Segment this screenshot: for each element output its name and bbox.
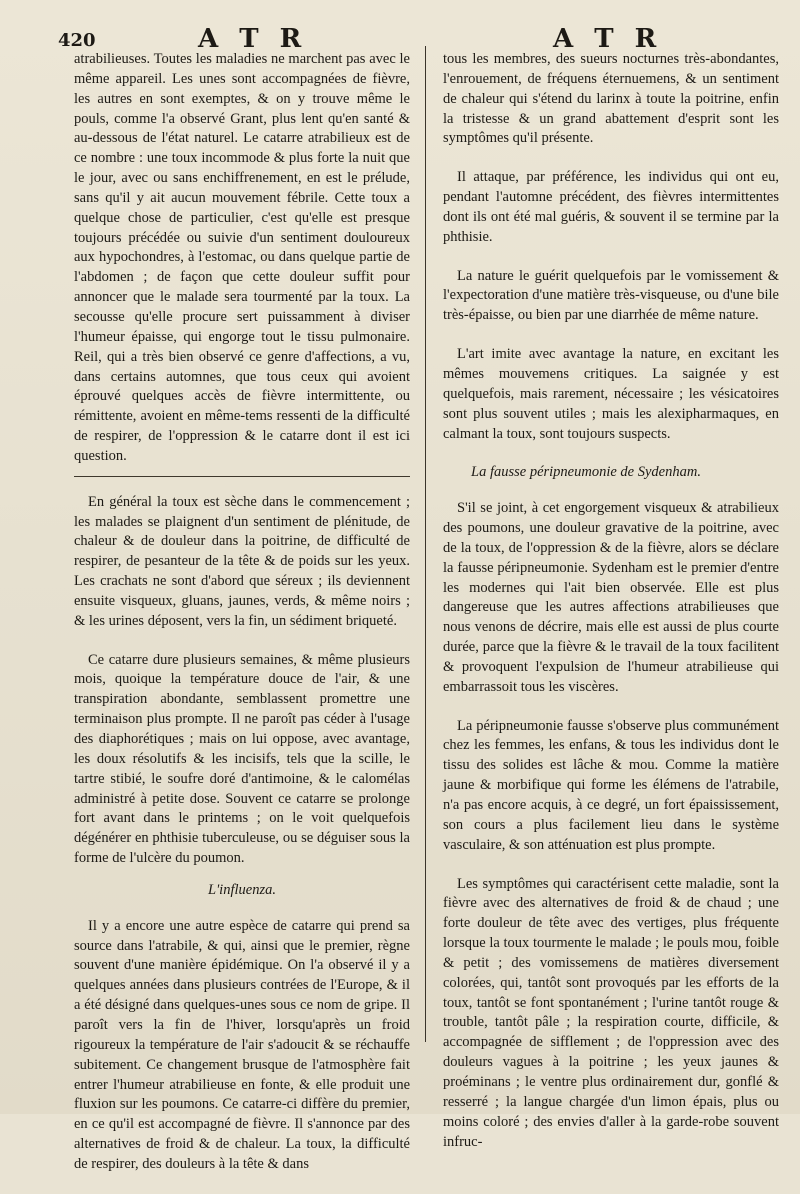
- paragraph: Il y a encore une autre espèce de catarre qui prend sa source dans l'atrabile, & qui, ainsi que le premier, règne souvent d'une manière épidémique. On l'a observé il y a quelques années dans plusieurs contrées de l'Europe, & il a été désigné dans quelques-unes sous ce nom de gripe. Il paroît vers la fin de l'hiver, lorsqu'après un froid rigoureux la température de l'air s'adoucit & se réchauffe subitement. Ce changement brusque de l'atmosphère fait entrer l'humeur atrabilieuse en fonte, & elle produit une fluxion sur les poumons. Ce catarre-ci diffère du premier, en ce qu'il est accompagné de fièvre. Il s'annonce par des alternatives de froid & de chaleur. La toux, la difficulté de respirer, des douleurs à la tête & dans: [74, 917, 410, 1172]
- paragraph-rule: [74, 476, 410, 477]
- paragraph: Ce catarre dure plusieurs semaines, & même plusieurs mois, quoique la température douce de l'air, & une transpiration abondante, semblassent promettre une terminaison plus prompte. Il ne paroît pas céder à l'usage des diaphorétiques ; mais on lui oppose, avec avantage, les doux résolutifs & les incisifs, tels que la scille, le tartre stibié, le soufre doré d'antimoine, & le calomélas administré à petite dose. Souvent ce catarre se prolonge fort avant dans le printems ; on le voit quelquefois dégénérer en phthisie tuberculeuse, ou se déguiser sous la forme de l'ulcère du poumon.: [74, 651, 410, 867]
- column-divider: [425, 46, 426, 1042]
- left-column: [74, 50, 410, 1194]
- section-heading: La fausse péripneumonie de Sydenham.: [471, 464, 701, 481]
- paragraph: S'il se joint, à cet engorgement visqueux & atrabilieux des poumons, une douleur gravative de la poitrine, avec de la toux, de l'oppression & de la fièvre, alors se déclare la fausse péripneumonie. Sydenham est le premier d'entre les modernes qui l'ait bien observée. Elle est plus dangereuse que les autres affections atrabilieuses que nous venons de décrire, mais elle est aussi de plus courte durée, parce que la fièvre & le travail de la toux facilitent & provoquent l'expulsion de l'humeur atrabilieuse qui embarrassoit tous les viscères.: [443, 500, 779, 695]
- paragraph: En général la toux est sèche dans le commencement ; les malades se plaignent d'un sentiment de plénitude, de chaleur & de douleur dans la poitrine, de difficulté de respirer, de pesanteur de la tête & de poids sur les yeux. Les crachats ne sont d'abord que séreux ; ils deviennent ensuite visqueux, gluans, jaunes, verds, & même noirs ; & les urines déposent, vers la fin, un sédiment briqueté.: [74, 493, 410, 629]
- page-number: 420: [58, 30, 96, 51]
- paragraph: tous les membres, des sueurs nocturnes très-abondantes, l'enrouement, de fréquens éternuemens, & un sentiment de chaleur qui s'étend du larinx à toute la poitrine, enfin la tristesse & un grand abattement d'esprit sont les symptômes qu'il présente.: [443, 51, 779, 147]
- running-title-left: A T R: [198, 24, 308, 54]
- running-title-right: A T R: [553, 24, 663, 54]
- running-header: [0, 14, 800, 54]
- right-column: [443, 50, 779, 1171]
- section-heading: L'influenza.: [208, 881, 276, 898]
- paragraph: L'art imite avec avantage la nature, en excitant les mêmes mouvemens critiques. La saignée y est quelquefois, mais rarement, nécessaire ; les vésicatoires sont plus souvent utiles ; mais les alexipharmaques, en calmant la toux, sont toujours suspects.: [443, 346, 779, 442]
- paragraph: Les symptômes qui caractérisent cette maladie, sont la fièvre avec des alternatives de froid & de chaud ; une forte douleur de tête avec des vertiges, plus fréquente lorsque la toux tourmente le malade ; le pouls mou, foible & petit ; des vomissemens de matières diversement colorées, qui, tantôt sont provoqués par les efforts de la toux, tantôt se font spontanément ; l'urine tantôt rouge & trouble, tantôt pâle ; la respiration courte, difficile, & accompagnée de sifflement ; de l'oppression avec des douleurs vagues à la poitrine ; les yeux jaunes & proéminans ; le ventre plus ordinairement dur, gonflé & resserré ; la langue chargée d'un limon épais, plus ou moins coloré ; des envies d'aller à la garde-robe souvent infruc-: [443, 875, 779, 1150]
- paragraph: La nature le guérit quelquefois par le vomissement & l'expectoration d'une matière très-visqueuse, ou d'une bile très-épaisse, ou bien par une diarrhée de même nature.: [443, 267, 779, 324]
- paragraph: Il attaque, par préférence, les individus qui ont eu, pendant l'automne précédent, des fièvres intermittentes dont ils ont été mal guéris, & souvent il se termine par la phthisie.: [443, 169, 779, 245]
- paragraph: atrabilieuses. Toutes les maladies ne marchent pas avec le même appareil. Les unes sont accompagnées de fièvre, les autres en sont exemptes, & on y trouve même le pouls, comme l'a observé Grant, plus lent qu'en santé & au-dessous de l'état naturel. Le catarre atrabilieux est de ce nombre : une toux incommode & plus forte la nuit que le jour, avec ou sans enchiffrenement, en est le prélude, sans qu'il y ait aucun mouvement fébrile. Cette toux a quelque chose de particulier, c'est qu'elle est presque toujours précédée ou suivie d'un sentiment douloureux aux hypochondres, à l'estomac, ou dans quelque partie de l'abdomen ; de façon que cette douleur suffit pour annoncer que le malade sera tourmenté par la toux. La secousse qu'elle procure sert puissamment à diviser l'humeur épaisse, qui engorge tout le tissu pulmonaire. Reil, qui a très bien observé ce genre d'affections, a vu, dans certains automnes, que tous ceux qui avoient éprouvé quelques accès de fièvre intermittente, ou rémittente, avoient en même-tems ressenti de la difficulté de respirer, de l'oppression & le catarre dont il est ici question.: [74, 51, 410, 464]
- paragraph: La péripneumonie fausse s'observe plus communément chez les femmes, les enfans, & tous les individus dont le tissu des solides est lâche & mou. Comme la matière jaune & morbifique qui forme les élémens de l'atrabile, n'a pas encore acquis, à ce degré, un fort épaississement, son cours a plus facilement lieu dans le système vasculaire, & son atténuation est plus prompte.: [443, 717, 779, 853]
